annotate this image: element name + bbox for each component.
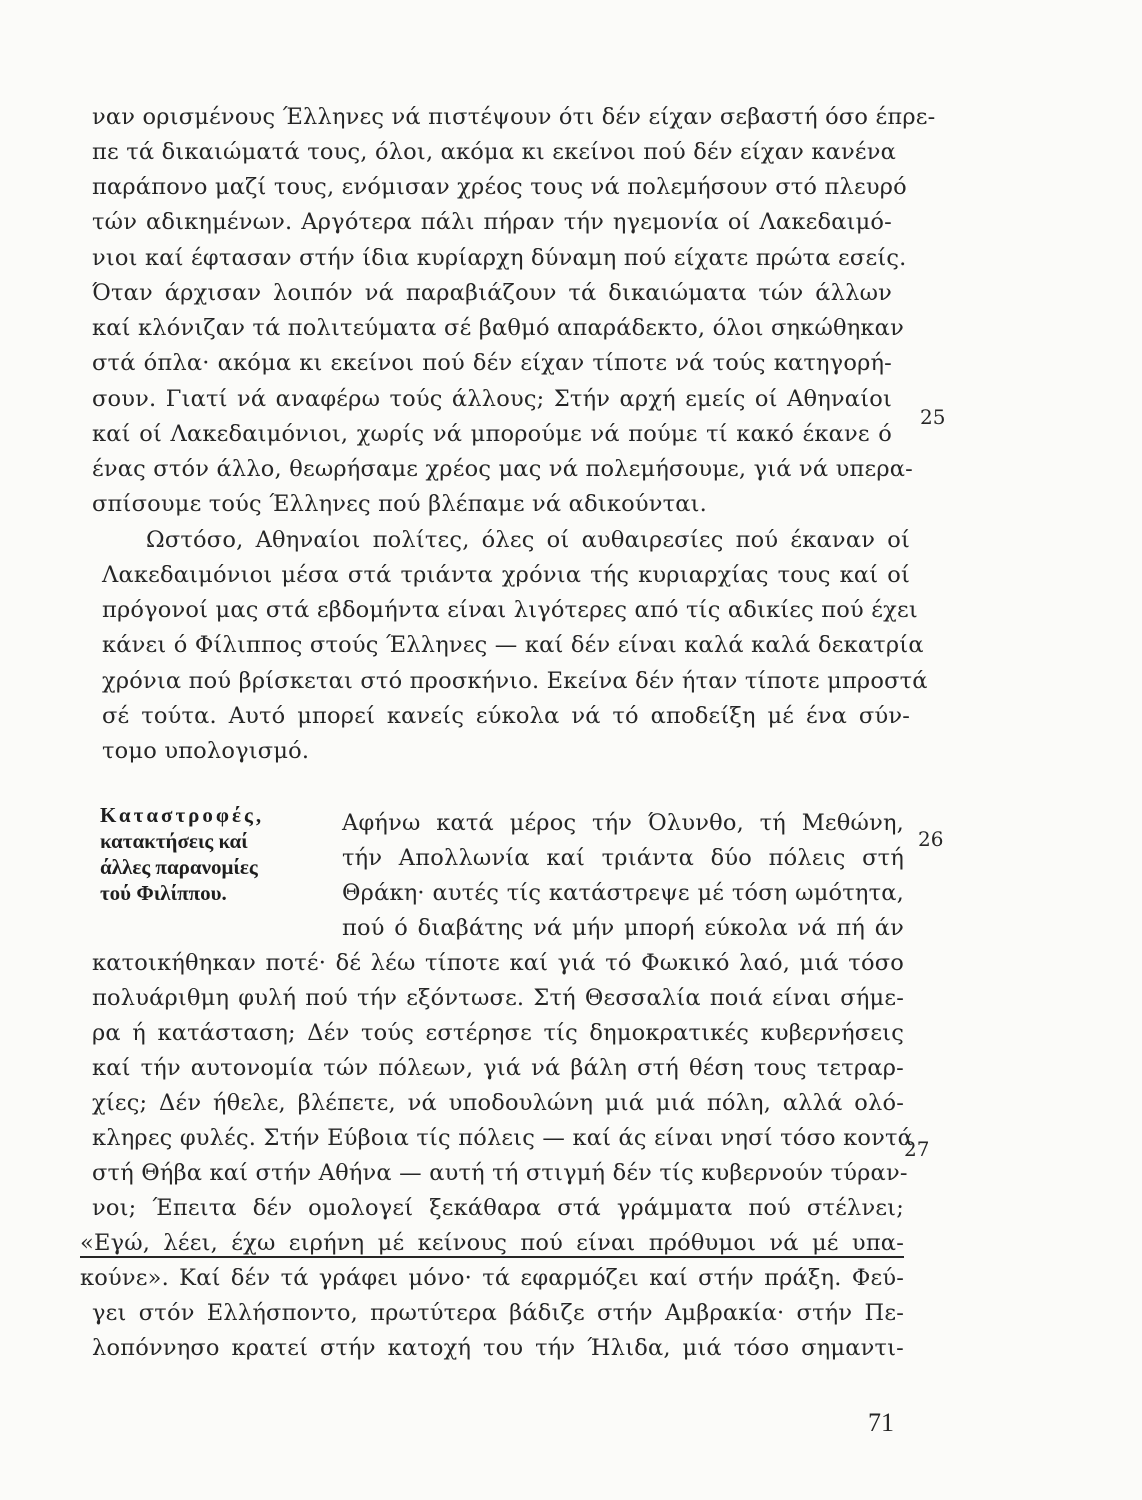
text-line: κούνε». Καί δέν τά γράφει μόνο· τά εφαρμόζει καί στήν πράξη. Φεύ- <box>80 1265 904 1291</box>
text-line: νιοι καί έφτασαν στήν ίδια κυρίαρχη δύναμη πού είχατε πρώτα εσείς. <box>92 245 907 271</box>
side-heading-line: κατακτήσεις καί <box>100 829 248 853</box>
text-line: Όταν άρχισαν λοιπόν νά παραβιάζουν τά δικαιώματα τών άλλων <box>92 280 892 306</box>
text-line: ένας στόν άλλο, θεωρήσαμε χρέος μας νά πολεμήσουμε, γιά νά υπερα- <box>92 456 913 482</box>
text-line: πού ό διαβάτης νά μήν μπορή εύκολα νά πή άν <box>342 915 904 941</box>
text-line: σπίσουμε τούς Έλληνες πού βλέπαμε νά αδικούνται. <box>92 491 708 517</box>
text-line: γει στόν Ελλήσποντο, πρωτύτερα βάδιζε στήν Αμβρακία· στήν Πε- <box>92 1300 904 1326</box>
text-line: πε τά δικαιώματά τους, όλοι, ακόμα κι εκείνοι πού δέν είχαν κανένα <box>92 139 897 165</box>
text-line: σουν. Γιατί νά αναφέρω τούς άλλους; Στήν αρχή εμείς οί Αθηναίοι <box>92 386 892 412</box>
side-heading-line: άλλες παρανομίες <box>100 855 258 879</box>
margin-section-number: 25 <box>920 405 946 429</box>
text-line: Λακεδαιμόνιοι μέσα στά τριάντα χρόνια τής κυριαρχίας τους καί οί <box>102 562 910 588</box>
side-heading-line: Καταστροφές, <box>100 803 265 827</box>
text-line: καί οί Λακεδαιμόνιοι, χωρίς νά μπορούμε νά πούμε τί κακό έκανε ό <box>92 421 892 447</box>
text-line: καί κλόνιζαν τά πολιτεύματα σέ βαθμό απαράδεκτο, όλοι σηκώθηκαν <box>92 315 904 341</box>
text-line: στή Θήβα καί στήν Αθήνα — αυτή τή στιγμή δέν τίς κυβερνούν τύραν- <box>92 1160 908 1186</box>
text-line: πρόγονοί μας στά εβδομήντα είναι λιγότερες από τίς αδικίες πού έχει <box>102 597 918 623</box>
text-line: στά όπλα· ακόμα κι εκείνοι πού δέν είχαν τίποτε νά τούς κατηγορή- <box>92 350 892 376</box>
text-line: χρόνια πού βρίσκεται στό προσκήνιο. Εκείνα δέν ήταν τίποτε μπροστά <box>102 668 928 694</box>
text-line: παράπονο μαζί τους, ενόμισαν χρέος τους νά πολεμήσουν στό πλευρό <box>92 174 907 200</box>
text-line: Αφήνω κατά μέρος τήν Όλυνθο, τή Μεθώνη, <box>342 810 904 836</box>
page-number: 71 <box>868 1408 894 1437</box>
text-line: Ωστόσο, Αθηναίοι πολίτες, όλες οί αυθαιρεσίες πού έκαναν οί <box>146 527 910 553</box>
text-line: ρα ή κατάσταση; Δέν τούς εστέρησε τίς δημοκρατικές κυβερνήσεις <box>92 1020 904 1046</box>
text-line: νοι; Έπειτα δέν ομολογεί ξεκάθαρα στά γράμματα πού στέλνει; <box>92 1195 904 1221</box>
text-line: κληρες φυλές. Στήν Εύβοια τίς πόλεις — καί άς είναι νησί τόσο κοντά <box>92 1125 914 1151</box>
side-heading <box>100 802 315 906</box>
text-line: Θράκη· αυτές τίς κατάστρεψε μέ τόση ωμότητα, <box>342 880 904 906</box>
text-line: τήν Απολλωνία καί τριάντα δύο πόλεις στή <box>342 845 904 871</box>
text-line: καί τήν αυτονομία τών πόλεων, γιά νά βάλη στή θέση τους τετραρ- <box>92 1055 904 1081</box>
text-line: σέ τούτα. Αυτό μπορεί κανείς εύκολα νά τό αποδείξη μέ ένα σύν- <box>102 703 910 729</box>
text-line: κάνει ό Φίλιππος στούς Έλληνες — καί δέν είναι καλά καλά δεκατρία <box>102 632 924 658</box>
text-line: ναν ορισμένους Έλληνες νά πιστέψουν ότι δέν είχαν σεβαστή όσο έπρε- <box>92 104 936 130</box>
text-line: κατοικήθηκαν ποτέ· δέ λέω τίποτε καί γιά τό Φωκικό λαό, μιά τόσο <box>92 950 904 976</box>
text-line: λοπόννησο κρατεί στήν κατοχή του τήν Ήλιδα, μιά τόσο σημαντι- <box>92 1335 904 1361</box>
text-line: πολυάριθμη φυλή πού τήν εξόντωσε. Στή Θεσσαλία ποιά είναι σήμε- <box>92 985 904 1011</box>
side-heading-line: τού Φιλίππου. <box>100 881 227 905</box>
underlined-quote-line: «Εγώ, λέει, έχω ειρήνη μέ κείνους πού είναι πρόθυμοι νά μέ υπα- <box>80 1230 904 1256</box>
margin-section-number: 26 <box>918 827 944 851</box>
margin-section-number: 27 <box>904 1137 930 1161</box>
text-line: τών αδικημένων. Αργότερα πάλι πήραν τήν ηγεμονία οί Λακεδαιμό- <box>92 209 892 235</box>
text-line: χίες; Δέν ήθελε, βλέπετε, νά υποδουλώνη μιά μιά πόλη, αλλά ολό- <box>92 1090 904 1116</box>
text-line: τομο υπολογισμό. <box>102 738 310 764</box>
